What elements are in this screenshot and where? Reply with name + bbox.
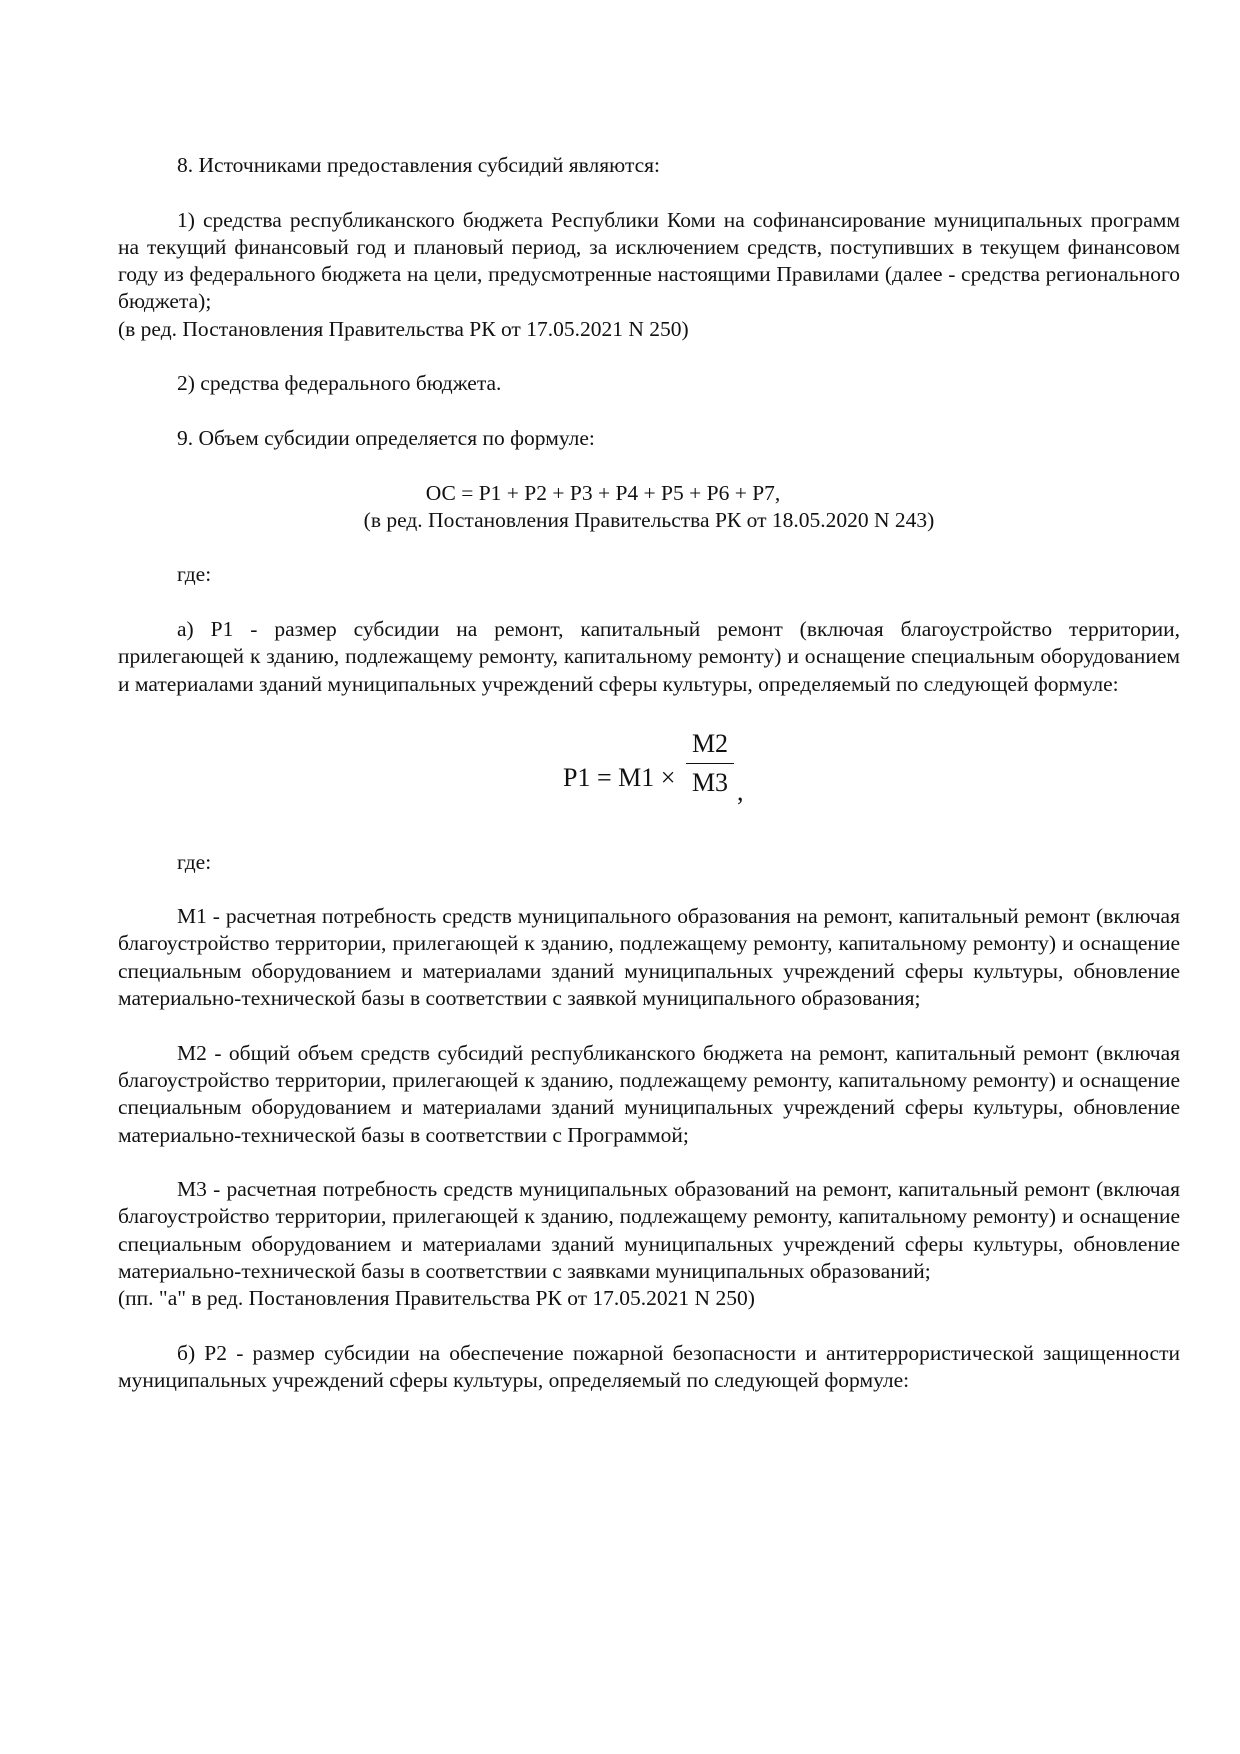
formula-p1-comma: , [737, 777, 744, 807]
where-label-1: где: [177, 562, 212, 587]
paragraph-a: а) Р1 - размер субсидии на ремонт, капитальный ремонт (включая благоустройство территории, прилегающей к зданию, подлежащему ремонту, капитальному ремонту) и оснащение специальным оборудованием и материалами зданий муниципальных учреждений сферы культуры, определяемый по следующей формуле: [118, 617, 1180, 696]
formula-os: ОС = Р1 + Р2 + Р3 + Р4 + Р5 + Р6 + Р7, [425, 480, 781, 505]
formula-p1-fraction [686, 729, 734, 798]
definition-m1: М1 - расчетная потребность средств муниципального образования на ремонт, капитальный ремонт (включая благоустройство территории, прилегающей к зданию, подлежащему ремонту, капитальному ремонту) и оснащение специальным оборудованием и материалами зданий муниципальных учреждений сферы культуры, обновление материально-технической базы в соответствии с заявкой муниципального образования; [118, 904, 1180, 1011]
document-page [118, 152, 1180, 1422]
where-label-2: где: [177, 849, 212, 874]
paragraph-8-2: 2) средства федерального бюджета. [177, 371, 502, 396]
amendment-note-8-1: (в ред. Постановления Правительства РК от 17.05.2021 N 250) [118, 316, 689, 341]
formula-p1 [118, 725, 1180, 821]
formula-p1-lhs: Р1 = М1 × [563, 763, 676, 793]
definition-m3: М3 - расчетная потребность средств муниципальных образований на ремонт, капитальный ремонт (включая благоустройство территории, прилегающей к зданию, подлежащему ремонту, капитальному ремонту) и оснащение специальным оборудованием и материалами зданий муниципальных учреждений сферы культуры, обновление материально-технической базы в соответствии с заявками муниципальных образований; [118, 1177, 1180, 1283]
amendment-note-formula-os: (в ред. Постановления Правительства РК от 18.05.2020 N 243) [363, 507, 935, 532]
fraction-bar [686, 763, 734, 764]
formula-p1-numerator: М2 [691, 729, 729, 759]
formula-p1-denominator: М3 [691, 768, 729, 798]
paragraph-8-1: 1) средства республиканского бюджета Республики Коми на софинансирование муниципальных программ на текущий финансовый год и плановый период, за исключением средств, поступивших в текущем финансовом году из федерального бюджета на цели, предусмотренные настоящими Правилами (далее - средства регионального бюджета); [118, 207, 1180, 314]
formula-os-block [118, 480, 1180, 535]
definition-m2: М2 - общий объем средств субсидий республиканского бюджета на ремонт, капитальный ремонт (включая благоустройство территории, прилегающей к зданию, подлежащему ремонту, капитальному ремонту) и оснащение специальным оборудованием и материалами зданий муниципальных учреждений сферы культуры, обновление материально-технической базы в соответствии с Программой; [118, 1040, 1180, 1147]
paragraph-9: 9. Объем субсидии определяется по формуле: [177, 425, 595, 450]
paragraph-8: 8. Источниками предоставления субсидий являются: [177, 153, 661, 177]
amendment-note-a: (пп. "а" в ред. Постановления Правительства РК от 17.05.2021 N 250) [118, 1286, 755, 1311]
paragraph-b: б) Р2 - размер субсидии на обеспечение пожарной безопасности и антитеррористической защищенности муниципальных учреждений сферы культуры, определяемый по следующей формуле: [118, 1340, 1180, 1393]
